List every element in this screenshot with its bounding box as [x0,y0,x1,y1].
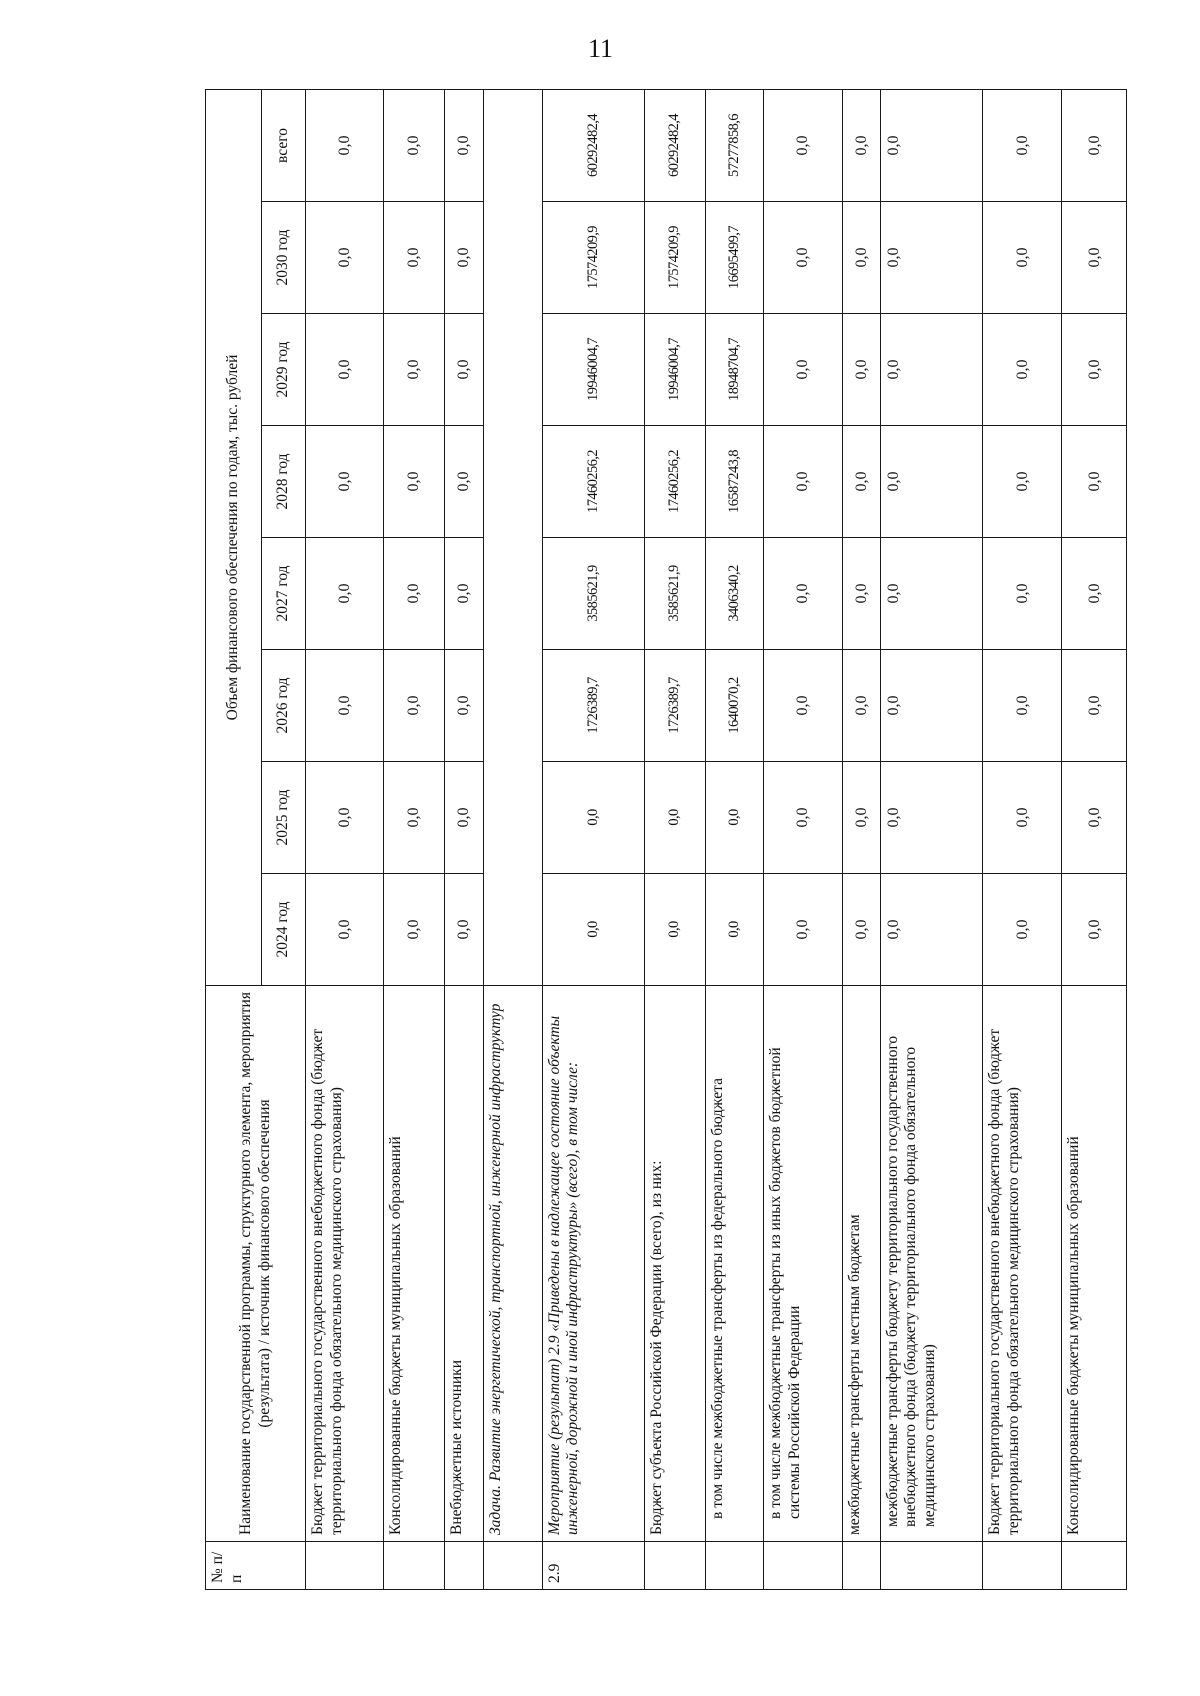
row-source-name: межбюджетные трансферты бюджету территориального государственного внебюджетного фонда (бюджету территориального фонда обязательного медицинского страхования) [880,986,982,1542]
row-value: 0,0 [384,650,445,762]
row-value: 0,0 [843,874,881,986]
header-year: 2026 год [262,650,306,762]
row-value: 0,0 [763,762,842,874]
row-value: 0,0 [705,762,763,874]
row-value: 3585621,9 [542,538,644,650]
row-value: 0,0 [763,538,842,650]
table-row [645,90,706,1590]
measure-name: Мероприятие (результат) 2.9 «Приведены в надлежащее состояние объекты инженерной, дорожной и иной инфраструктуры» (всего), в том числе: [542,986,644,1542]
row-value: 0,0 [645,874,706,986]
row-value: 0,0 [705,874,763,986]
header-year: 2029 год [262,314,306,426]
row-value: 0,0 [982,762,1061,874]
row-value: 1726389,7 [645,650,706,762]
task-row [484,90,542,1590]
row-value: 0,0 [880,90,982,202]
row-value: 0,0 [444,650,484,762]
row-num [705,1542,763,1590]
row-value: 0,0 [843,90,881,202]
row-value: 16587243,8 [705,426,763,538]
row-value: 0,0 [763,202,842,314]
row-num [880,1542,982,1590]
row-value: 0,0 [1062,874,1127,986]
table-row [542,90,644,1590]
row-value: 0,0 [843,762,881,874]
row-num [1062,1542,1127,1590]
row-value: 0,0 [982,650,1061,762]
row-num [763,1542,842,1590]
row-value: 0,0 [982,426,1061,538]
funding-table [205,89,1127,1590]
row-value: 0,0 [843,538,881,650]
row-value: 0,0 [384,90,445,202]
header-funding-group: Объем финансового обеспечения по годам, тыс. рублей [206,90,262,986]
row-value: 0,0 [306,538,384,650]
header-year: 2024 год [262,874,306,986]
row-value: 0,0 [384,314,445,426]
row-value: 60292482,4 [645,90,706,202]
row-num [484,1542,542,1590]
row-num [645,1542,706,1590]
row-value: 0,0 [763,650,842,762]
row-value: 0,0 [880,202,982,314]
row-num [444,1542,484,1590]
row-source-name: межбюджетные трансферты местным бюджетам [843,986,881,1542]
row-source-name: в том числе межбюджетные трансферты из федерального бюджета [705,986,763,1542]
row-num [843,1542,881,1590]
row-value: 0,0 [843,426,881,538]
row-value: 0,0 [306,426,384,538]
row-value: 0,0 [843,202,881,314]
row-value: 0,0 [384,426,445,538]
row-source-name: Внебюджетные источники [444,986,484,1542]
table-row [705,90,763,1590]
row-value: 0,0 [982,90,1061,202]
row-value: 0,0 [880,538,982,650]
row-value: 17460256,2 [542,426,644,538]
row-value: 3585621,9 [645,538,706,650]
row-value: 3406340,2 [705,538,763,650]
row-num [982,1542,1061,1590]
row-source-name: Бюджет территориального государственного внебюджетного фонда (бюджет территориального фонда обязательного медицинского страхования) [982,986,1061,1542]
row-num [384,1542,445,1590]
row-value: 0,0 [384,874,445,986]
table-row [982,90,1061,1590]
header-year: 2027 год [262,538,306,650]
rotated-table-canvas [205,90,1127,1590]
table-row [880,90,982,1590]
page-number: 11 [588,34,614,63]
header-year: 2028 год [262,426,306,538]
table-row [384,90,445,1590]
row-value: 16695499,7 [705,202,763,314]
row-value: 0,0 [444,314,484,426]
row-value: 19946004,7 [645,314,706,426]
header-year: 2030 год [262,202,306,314]
task-heading: Задача. Развитие энергетической, транспортной, инженерной инфраструктур [484,986,542,1542]
row-value: 0,0 [1062,762,1127,874]
row-value: 0,0 [763,90,842,202]
header-name: Наименование государственной программы, структурного элемента, мероприятия (результата) / источник финансового обеспечения [206,986,306,1542]
row-value: 0,0 [542,874,644,986]
table-row [1062,90,1127,1590]
row-value: 0,0 [763,874,842,986]
row-value: 0,0 [982,314,1061,426]
row-value: 1726389,7 [542,650,644,762]
row-value: 0,0 [880,314,982,426]
row-value: 0,0 [444,426,484,538]
row-value: 0,0 [306,314,384,426]
row-value: 0,0 [763,314,842,426]
row-value: 17460256,2 [645,426,706,538]
row-value: 0,0 [843,314,881,426]
row-value: 0,0 [1062,538,1127,650]
table-row [843,90,881,1590]
row-value: 0,0 [306,874,384,986]
row-value: 0,0 [763,426,842,538]
row-value: 0,0 [880,762,982,874]
row-value: 0,0 [982,874,1061,986]
row-value: 0,0 [384,538,445,650]
row-value: 0,0 [444,90,484,202]
row-value: 0,0 [645,762,706,874]
row-value: 0,0 [1062,90,1127,202]
row-value: 0,0 [880,426,982,538]
row-num: 2.9 [542,1542,644,1590]
row-value: 0,0 [444,762,484,874]
row-value: 0,0 [880,874,982,986]
row-value: 17574209,9 [542,202,644,314]
header-year: 2025 год [262,762,306,874]
row-value: 1640070,2 [705,650,763,762]
row-value: 0,0 [306,90,384,202]
table-row [306,90,384,1590]
row-value: 0,0 [1062,202,1127,314]
row-value: 60292482,4 [542,90,644,202]
row-value: 18948704,7 [705,314,763,426]
header-num: № п/п [206,1542,306,1590]
row-value: 0,0 [1062,314,1127,426]
row-value: 19946004,7 [542,314,644,426]
row-value: 0,0 [306,650,384,762]
row-value: 0,0 [384,762,445,874]
row-value: 0,0 [306,762,384,874]
row-value: 57277858,6 [705,90,763,202]
row-value: 0,0 [384,202,445,314]
row-value: 17574209,9 [645,202,706,314]
row-value: 0,0 [444,538,484,650]
row-value: 0,0 [542,762,644,874]
row-value: 0,0 [982,538,1061,650]
table-row [444,90,484,1590]
rotated-table-wrapper [205,90,1127,1590]
row-source-name: Консолидированные бюджеты муниципальных образований [1062,986,1127,1542]
row-value: 0,0 [444,874,484,986]
header-year: всего [262,90,306,202]
table-row [763,90,842,1590]
row-source-name: Консолидированные бюджеты муниципальных образований [384,986,445,1542]
row-source-name: Бюджет территориального государственного внебюджетного фонда (бюджет территориального фонда обязательного медицинского страхования) [306,986,384,1542]
row-value: 0,0 [306,202,384,314]
row-value: 0,0 [1062,650,1127,762]
task-empty-cell [484,90,542,986]
row-source-name: Бюджет субъекта Российской Федерации (всего), из них: [645,986,706,1542]
row-source-name: в том числе межбюджетные трансферты из иных бюджетов бюджетной системы Российской Федерации [763,986,842,1542]
row-num [306,1542,384,1590]
row-value: 0,0 [444,202,484,314]
row-value: 0,0 [880,650,982,762]
row-value: 0,0 [843,650,881,762]
row-value: 0,0 [982,202,1061,314]
row-value: 0,0 [1062,426,1127,538]
